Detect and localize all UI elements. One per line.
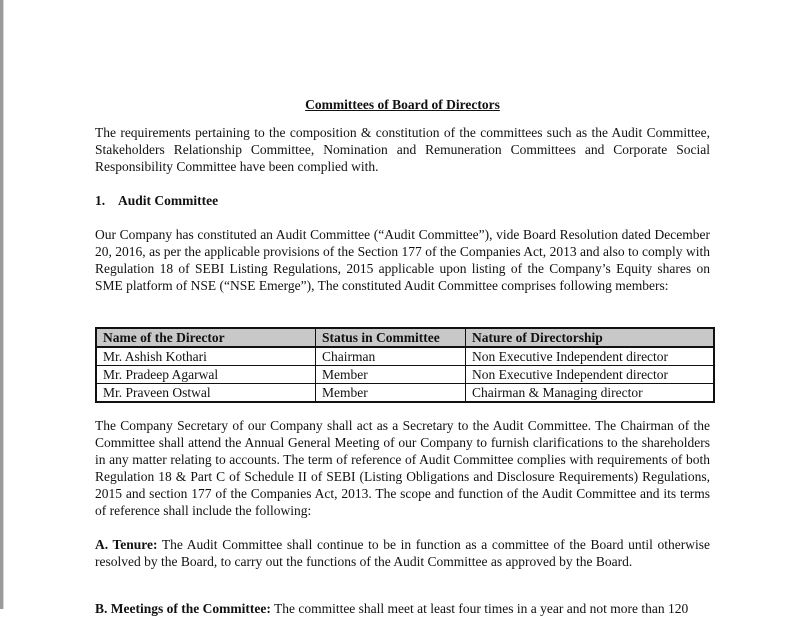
page-edge-shadow xyxy=(3,0,4,609)
tenure-text: The Audit Committee shall continue to be in function as a committee of the Board until otherwise resolved by the Board, to carry out the functions of the Audit Committee as approved by the Board. xyxy=(95,537,711,569)
section-heading-audit-committee xyxy=(95,192,218,209)
document-title: Committees of Board of Directors xyxy=(305,97,500,112)
directorship-nature: Non Executive Independent director xyxy=(466,366,715,384)
intro-paragraph: The requirements pertaining to the composition & constitution of the committees such as the Audit Committee, Stakeholders Relationship Committee, Nomination and Remuneration Committees and Corporate Social Responsibility Committee have been complied with. xyxy=(95,125,710,174)
director-name: Mr. Praveen Ostwal xyxy=(96,384,316,403)
section-title: Audit Committee xyxy=(118,193,219,208)
header-nature-of-directorship: Nature of Directorship xyxy=(466,328,715,347)
table-row xyxy=(96,366,714,384)
committee-status: Chairman xyxy=(316,347,466,366)
company-secretary-paragraph: The Company Secretary of our Company shall act as a Secretary to the Audit Committee. The Chairman of the Committee shall attend the Annual General Meeting of our Company to furnish clarifications to the shareholders in any matter relating to accounts. The term of reference of Audit Committee complies with requirements of both Regulation 18 & Part C of Schedule II of SEBI (Listing Obligations and Disclosure Requirements) Regulations, 2015 and section 177 of the Companies Act, 2013. The scope and function of the Audit Committee and its terms of reference shall include the following: xyxy=(95,418,710,518)
tenure-paragraph xyxy=(95,536,710,570)
header-status-in-committee: Status in Committee xyxy=(316,328,466,347)
header-name-of-director: Name of the Director xyxy=(96,328,316,347)
committee-members-table xyxy=(95,327,715,403)
audit-committee-paragraph: Our Company has constituted an Audit Committee (“Audit Committee”), vide Board Resolution dated December 20, 2016, as per the applicable provisions of the Section 177 of the Companies Act, 2013 and also to comply with Regulation 18 of SEBI Listing Regulations, 2015 applicable upon listing of the Company’s Equity shares on SME platform of NSE (“NSE Emerge”), The constituted Audit Committee comprises following members: xyxy=(95,227,710,293)
committee-status: Member xyxy=(316,384,466,403)
table-header-row xyxy=(96,328,714,347)
section-number: 1. xyxy=(95,193,106,208)
director-name: Mr. Ashish Kothari xyxy=(96,347,316,366)
table-row xyxy=(96,384,714,403)
table-row xyxy=(96,347,714,366)
directorship-nature: Non Executive Independent director xyxy=(466,347,715,366)
tenure-label: A. Tenure: xyxy=(95,537,158,552)
committee-status: Member xyxy=(316,366,466,384)
director-name: Mr. Pradeep Agarwal xyxy=(96,366,316,384)
meetings-text: The committee shall meet at least four times in a year and not more than 120 xyxy=(270,601,689,616)
directorship-nature: Chairman & Managing director xyxy=(466,384,715,403)
meetings-label: B. Meetings of the Committee: xyxy=(95,601,271,616)
